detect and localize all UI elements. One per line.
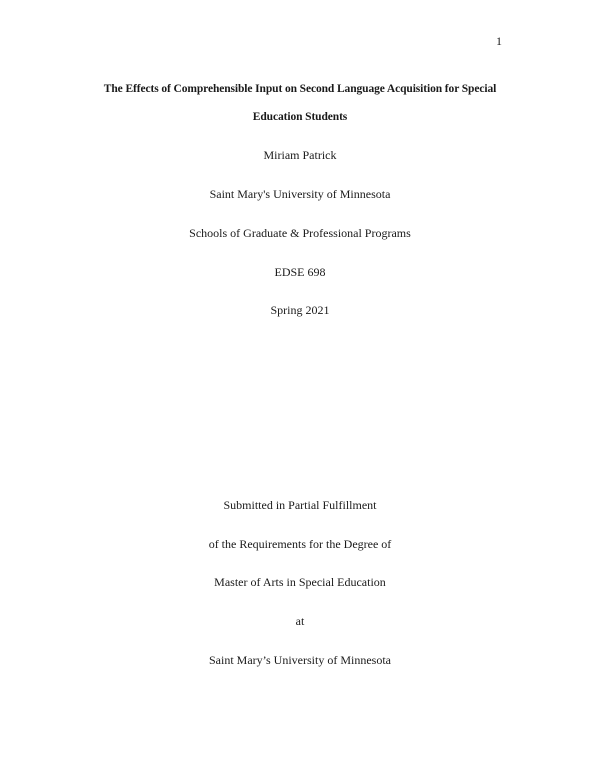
- institution-name: Saint Mary's University of Minnesota: [209, 187, 391, 201]
- page-number: 1: [496, 34, 502, 48]
- term: Spring 2021: [270, 303, 330, 317]
- title-line-2: Education Students: [252, 111, 348, 123]
- submission-institution: Saint Mary’s University of Minnesota: [209, 653, 391, 667]
- course-code: EDSE 698: [274, 265, 326, 279]
- school-name: Schools of Graduate & Professional Programs: [189, 226, 411, 240]
- submission-line-2: of the Requirements for the Degree of: [208, 537, 392, 551]
- title-line-1: The Effects of Comprehensible Input on Second Language Acquisition for Special: [103, 83, 497, 95]
- degree-name: Master of Arts in Special Education: [214, 575, 386, 589]
- author-name: Miriam Patrick: [263, 148, 337, 162]
- submission-line-1: Submitted in Partial Fulfillment: [223, 498, 377, 512]
- submission-at: at: [295, 614, 305, 628]
